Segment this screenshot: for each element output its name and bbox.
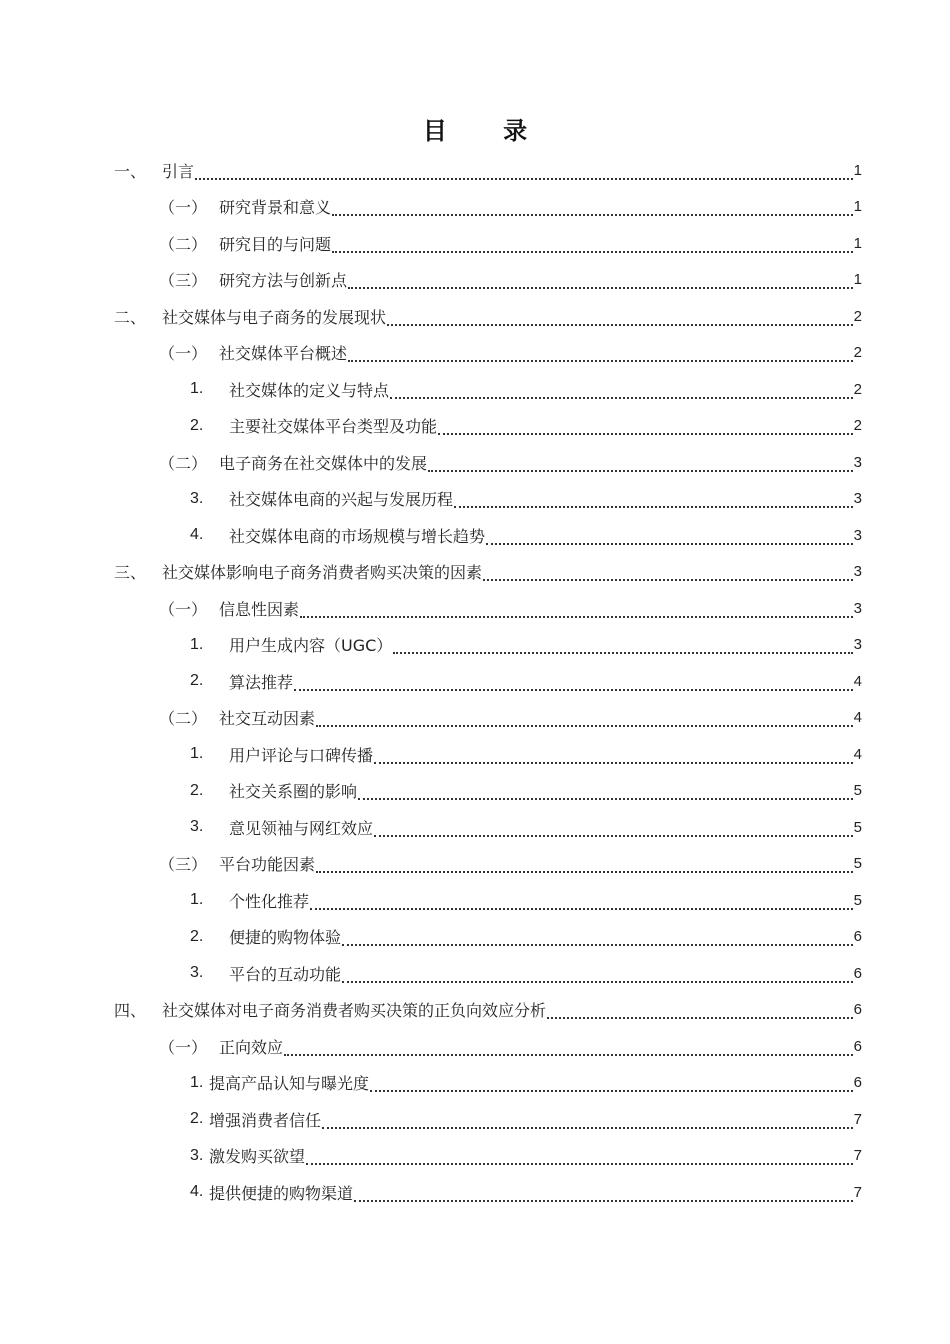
- toc-entry-title: 研究目的与问题: [219, 234, 332, 254]
- toc-entry-title: 增强消费者信任: [209, 1110, 322, 1130]
- toc-entry-number: （三）: [159, 855, 208, 875]
- toc-entry-title: 用户生成内容（UGC）: [229, 636, 393, 656]
- toc-entry-page: 6: [853, 1001, 862, 1019]
- toc-entry-number: 三、: [114, 563, 147, 583]
- toc-entry-page: 3: [853, 563, 862, 581]
- toc-entry-page: 3: [853, 599, 862, 617]
- toc-entry-number: 3.: [190, 1146, 204, 1164]
- toc-entry-page: 1: [853, 161, 862, 179]
- dot-leader: [300, 616, 853, 618]
- dot-leader: [316, 871, 853, 873]
- toc-entry-number: （一）: [159, 198, 208, 218]
- dot-leader: [195, 178, 853, 180]
- toc-entry-number: 1.: [190, 380, 204, 398]
- dot-leader: [454, 506, 853, 508]
- toc-entry-page: 3: [853, 526, 862, 544]
- toc-entry-title: 平台功能因素: [219, 855, 316, 875]
- toc-entry-page: 3: [853, 490, 862, 508]
- dot-leader: [354, 1200, 853, 1202]
- toc-entry-page: 1: [853, 271, 862, 289]
- dot-leader: [547, 1017, 853, 1019]
- toc-entry-page: 1: [853, 234, 862, 252]
- toc-entry[interactable]: [0, 1065, 862, 1102]
- toc-entry-title: 社交媒体电商的市场规模与增长趋势: [229, 526, 486, 546]
- toc-entry[interactable]: [0, 335, 862, 372]
- toc-entry-number: （二）: [159, 709, 208, 729]
- toc-entry-number: （一）: [159, 599, 208, 619]
- toc-entry-page: 6: [853, 1037, 862, 1055]
- toc-entry[interactable]: [0, 992, 862, 1029]
- toc-entry-title: 社交关系圈的影响: [229, 782, 358, 802]
- dot-leader: [374, 762, 853, 764]
- dot-leader: [342, 981, 853, 983]
- table-of-contents: [0, 152, 950, 1211]
- dot-leader: [332, 214, 853, 216]
- dot-leader: [316, 725, 853, 727]
- toc-entry-number: 1.: [190, 635, 204, 653]
- toc-entry-title: 社交媒体的定义与特点: [229, 380, 390, 400]
- toc-entry-page: 7: [853, 1147, 862, 1165]
- toc-entry[interactable]: [0, 590, 862, 627]
- toc-entry-title: 社交媒体影响电子商务消费者购买决策的因素: [162, 563, 483, 583]
- toc-entry-page: 4: [853, 709, 862, 727]
- toc-entry-title: 研究方法与创新点: [219, 271, 348, 291]
- toc-entry-title: 平台的互动功能: [229, 964, 342, 984]
- dot-leader: [348, 287, 853, 289]
- toc-entry-page: 5: [853, 891, 862, 909]
- toc-entry[interactable]: [0, 554, 862, 591]
- dot-leader: [332, 251, 853, 253]
- toc-entry-page: 7: [853, 1110, 862, 1128]
- dot-leader: [348, 360, 853, 362]
- dot-leader: [428, 470, 853, 472]
- toc-entry[interactable]: [0, 408, 862, 445]
- toc-entry-number: 2.: [190, 416, 204, 434]
- toc-entry-number: 二、: [114, 307, 147, 327]
- toc-entry[interactable]: [0, 262, 862, 299]
- toc-entry-number: 四、: [114, 1001, 147, 1021]
- toc-entry-title: 社交媒体对电子商务消费者购买决策的正负向效应分析: [162, 1001, 547, 1021]
- toc-entry-page: 7: [853, 1183, 862, 1201]
- toc-entry[interactable]: [0, 444, 862, 481]
- dot-leader: [483, 579, 853, 581]
- toc-entry-title: 主要社交媒体平台类型及功能: [229, 417, 438, 437]
- toc-entry-title: 社交媒体与电子商务的发展现状: [162, 307, 387, 327]
- toc-entry-number: 1.: [190, 891, 204, 909]
- toc-entry-title: 提供便捷的购物渠道: [209, 1183, 354, 1203]
- dot-leader: [322, 1127, 853, 1129]
- toc-entry-page: 2: [853, 417, 862, 435]
- toc-entry-number: 一、: [114, 161, 147, 181]
- toc-entry-page: 3: [853, 453, 862, 471]
- dot-leader: [284, 1054, 853, 1056]
- toc-entry[interactable]: [0, 736, 862, 773]
- toc-entry[interactable]: [0, 700, 862, 737]
- toc-entry-title: 激发购买欲望: [209, 1147, 306, 1167]
- toc-entry-page: 2: [853, 380, 862, 398]
- dot-leader: [294, 689, 853, 691]
- toc-entry-page: 2: [853, 307, 862, 325]
- toc-entry-title: 算法推荐: [229, 672, 294, 692]
- dot-leader: [370, 1090, 853, 1092]
- dot-leader: [342, 944, 853, 946]
- toc-entry-page: 5: [853, 782, 862, 800]
- toc-entry-title: 用户评论与口碑传播: [229, 745, 374, 765]
- toc-entry[interactable]: [0, 627, 862, 664]
- toc-entry-number: 2.: [190, 927, 204, 945]
- toc-entry-number: （二）: [159, 234, 208, 254]
- dot-leader: [486, 543, 853, 545]
- toc-entry-page: 3: [853, 636, 862, 654]
- toc-entry-title: 引言: [162, 161, 195, 181]
- toc-entry-page: 6: [853, 928, 862, 946]
- toc-entry-title: 提高产品认知与曝光度: [209, 1074, 370, 1094]
- toc-entry-number: 2.: [190, 672, 204, 690]
- dot-leader: [306, 1163, 853, 1165]
- toc-entry-page: 6: [853, 1074, 862, 1092]
- toc-entry[interactable]: [0, 225, 862, 262]
- toc-entry[interactable]: [0, 1174, 862, 1211]
- toc-entry[interactable]: [0, 152, 862, 189]
- toc-entry[interactable]: [0, 663, 862, 700]
- toc-entry[interactable]: [0, 371, 862, 408]
- toc-entry-title: 正向效应: [219, 1037, 284, 1057]
- toc-entry-page: 5: [853, 855, 862, 873]
- toc-entry[interactable]: [0, 773, 862, 810]
- toc-title: 目 录: [422, 116, 552, 145]
- toc-entry[interactable]: [0, 919, 862, 956]
- toc-entry-page: 2: [853, 344, 862, 362]
- toc-entry[interactable]: [0, 1138, 862, 1175]
- toc-entry-title: 研究背景和意义: [219, 198, 332, 218]
- toc-entry-page: 4: [853, 745, 862, 763]
- toc-entry-title: 社交媒体电商的兴起与发展历程: [229, 490, 454, 510]
- toc-entry-page: 5: [853, 818, 862, 836]
- toc-entry-title: 个性化推荐: [229, 891, 310, 911]
- dot-leader: [374, 835, 853, 837]
- toc-entry[interactable]: [0, 846, 862, 883]
- toc-entry[interactable]: [0, 882, 862, 919]
- toc-entry-title: 便捷的购物体验: [229, 928, 342, 948]
- toc-entry[interactable]: [0, 298, 862, 335]
- toc-entry[interactable]: [0, 809, 862, 846]
- toc-entry-title: 社交互动因素: [219, 709, 316, 729]
- toc-entry-number: 4.: [190, 526, 204, 544]
- toc-entry-number: 4.: [190, 1183, 204, 1201]
- toc-entry-number: （三）: [159, 271, 208, 291]
- toc-entry[interactable]: [0, 189, 862, 226]
- dot-leader: [387, 324, 853, 326]
- toc-entry-number: 2.: [190, 1110, 204, 1128]
- toc-entry[interactable]: [0, 1028, 862, 1065]
- toc-entry-page: 1: [853, 198, 862, 216]
- toc-entry[interactable]: [0, 1101, 862, 1138]
- dot-leader: [438, 433, 853, 435]
- toc-entry-number: （一）: [159, 344, 208, 364]
- toc-entry[interactable]: [0, 517, 862, 554]
- dot-leader: [390, 397, 853, 399]
- dot-leader: [393, 652, 852, 654]
- toc-entry-number: 1.: [190, 745, 204, 763]
- toc-entry-title: 信息性因素: [219, 599, 300, 619]
- toc-entry-number: 3.: [190, 964, 204, 982]
- dot-leader: [358, 798, 853, 800]
- toc-entry-number: 3.: [190, 818, 204, 836]
- toc-entry-title: 电子商务在社交媒体中的发展: [219, 453, 428, 473]
- toc-entry-number: 1.: [190, 1073, 204, 1091]
- toc-entry-page: 6: [853, 964, 862, 982]
- toc-entry-title: 意见领袖与网红效应: [229, 818, 374, 838]
- toc-entry-page: 4: [853, 672, 862, 690]
- toc-entry-number: （二）: [159, 453, 208, 473]
- dot-leader: [310, 908, 853, 910]
- toc-entry[interactable]: [0, 955, 862, 992]
- toc-entry-title: 社交媒体平台概述: [219, 344, 348, 364]
- toc-entry-number: 2.: [190, 781, 204, 799]
- toc-entry-number: 3.: [190, 489, 204, 507]
- toc-entry-number: （一）: [159, 1037, 208, 1057]
- toc-entry[interactable]: [0, 481, 862, 518]
